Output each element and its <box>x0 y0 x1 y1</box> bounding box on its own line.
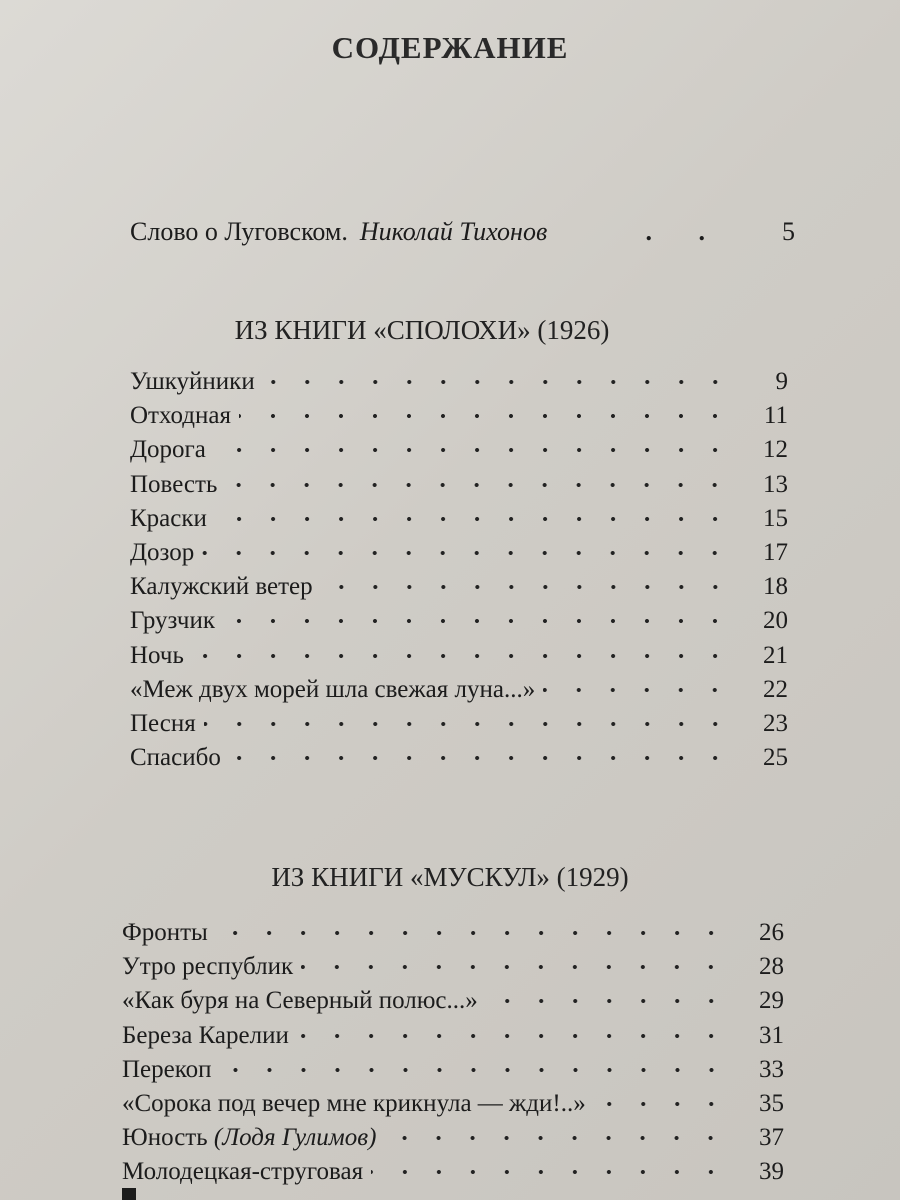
toc-entry-title-text: Дозор <box>130 539 195 567</box>
toc-list-spolokhi <box>130 365 788 775</box>
toc-entry <box>130 468 788 502</box>
toc-entry-page-number: 35 <box>759 1090 784 1118</box>
toc-entry-title <box>122 1158 363 1186</box>
toc-entry-title-text: Отходная <box>130 402 232 430</box>
toc-entry-title <box>130 676 535 704</box>
foreword-leader-dots: . . <box>645 217 725 246</box>
cut-off-text-fragment <box>122 1188 136 1200</box>
toc-entry-title <box>130 402 231 430</box>
toc-entry-page-number: 23 <box>763 709 788 737</box>
leader-dots <box>204 707 740 741</box>
toc-entry-title <box>122 1056 212 1084</box>
toc-entry-title-text: Перекоп <box>122 1055 212 1083</box>
leader-dots <box>216 916 736 950</box>
toc-entry-title <box>122 1022 289 1050</box>
toc-entry-page-number: 13 <box>763 470 788 498</box>
toc-entry-page-number: 21 <box>763 641 788 669</box>
toc-entry-page-number: 31 <box>759 1021 784 1049</box>
toc-entry-title-text: Спасибо <box>130 744 221 772</box>
toc-entry-title-text: «Сорока под вечер мне крикнула — жди!..» <box>122 1090 586 1118</box>
toc-entry-title <box>130 436 206 464</box>
toc-entry-title-text: Фронты <box>122 919 208 947</box>
toc-entry <box>122 1155 784 1189</box>
toc-entry-title <box>122 953 293 981</box>
toc-entry <box>122 984 784 1018</box>
toc-entry-title-italic: (Лодя Гулимов) <box>213 1124 377 1152</box>
toc-entry <box>122 1121 784 1155</box>
toc-entry-title <box>130 642 184 670</box>
leader-dots <box>202 536 740 570</box>
toc-entry-title-text: Дорога <box>130 436 206 464</box>
leader-dots <box>215 502 740 536</box>
toc-entry <box>130 673 788 707</box>
leader-dots <box>486 984 736 1018</box>
toc-entry <box>130 536 788 570</box>
leader-dots <box>239 399 740 433</box>
toc-entry-page-number: 29 <box>759 987 784 1015</box>
toc-entry-page-number: 28 <box>759 953 784 981</box>
section-heading-muskul: ИЗ КНИГИ «МУСКУЛ» (1929) <box>271 862 629 892</box>
leader-dots <box>384 1121 736 1155</box>
toc-entry-title-text: Береза Карелии <box>122 1021 289 1049</box>
toc-entry-title <box>122 1124 376 1152</box>
toc-entry <box>122 950 784 984</box>
toc-entry <box>130 604 788 638</box>
toc-entry-title <box>122 987 478 1015</box>
toc-entry-title-text: Грузчик <box>130 607 216 635</box>
toc-entry-page-number: 20 <box>763 607 788 635</box>
toc-list-muskul <box>122 916 784 1190</box>
leader-dots <box>594 1087 736 1121</box>
toc-entry-title <box>130 710 196 738</box>
leader-dots <box>214 433 740 467</box>
foreword-author: Николай Тихонов <box>359 217 548 246</box>
toc-entry-page-number: 12 <box>763 436 788 464</box>
toc-entry-page-number: 18 <box>763 573 788 601</box>
leader-dots <box>223 604 740 638</box>
toc-entry-page-number: 39 <box>759 1158 784 1186</box>
leader-dots <box>225 468 740 502</box>
toc-entry <box>130 741 788 775</box>
toc-entry-page-number: 26 <box>759 919 784 947</box>
leader-dots <box>263 365 740 399</box>
leader-dots <box>220 1053 736 1087</box>
toc-entry-title <box>130 368 255 396</box>
toc-entry-title-text: «Меж двух морей шла свежая луна...» <box>130 675 536 703</box>
section-heading-spolokhi: ИЗ КНИГИ «СПОЛОХИ» (1926) <box>234 315 610 345</box>
toc-entry <box>130 570 788 604</box>
toc-entry-page-number: 33 <box>759 1055 784 1083</box>
toc-entry <box>130 433 788 467</box>
toc-entry <box>122 1087 784 1121</box>
toc-entry-page-number: 17 <box>763 539 788 567</box>
toc-entry <box>130 502 788 536</box>
toc-entry-page-number: 25 <box>763 744 788 772</box>
toc-entry <box>122 916 784 950</box>
toc-entry-title <box>130 573 313 601</box>
toc-entry-title <box>130 471 217 499</box>
toc-entry-title <box>130 744 221 772</box>
toc-entry-title-text: Юность <box>122 1124 208 1152</box>
foreword-entry <box>130 213 795 251</box>
toc-entry-page-number: 9 <box>775 368 788 396</box>
leader-dots <box>321 570 740 604</box>
toc-entry <box>122 1053 784 1087</box>
toc-entry <box>130 707 788 741</box>
toc-entry-title <box>122 919 208 947</box>
toc-entry-title-text: Утро республик <box>122 953 294 981</box>
toc-entry-title <box>122 1090 586 1118</box>
toc-entry-title-text: Калужский ветер <box>130 573 313 601</box>
leader-dots <box>543 673 740 707</box>
toc-entry <box>122 1019 784 1053</box>
leader-dots <box>301 950 736 984</box>
toc-entry-page-number: 11 <box>763 402 788 430</box>
toc-entry <box>130 365 788 399</box>
toc-entry-title-text: «Как буря на Северный полюс...» <box>122 987 478 1015</box>
foreword-title: Слово о Луговском. <box>130 217 348 246</box>
leader-dots <box>297 1019 736 1053</box>
toc-entry-title-text: Песня <box>130 709 196 737</box>
toc-entry-title-text: Ушкуйники <box>130 368 255 396</box>
leader-dots <box>192 639 740 673</box>
toc-entry-title-text: Повесть <box>130 470 218 498</box>
page-title: СОДЕРЖАНИЕ <box>331 30 569 65</box>
toc-entry-page-number: 37 <box>759 1124 784 1152</box>
toc-entry-page-number: 15 <box>763 504 788 532</box>
toc-entry <box>130 399 788 433</box>
toc-entry-title <box>130 505 207 533</box>
leader-dots <box>229 741 740 775</box>
leader-dots <box>371 1155 736 1189</box>
toc-entry-title-text: Ночь <box>130 641 184 669</box>
foreword-page-number: 5 <box>782 217 795 246</box>
toc-entry-title-text: Краски <box>130 504 207 532</box>
toc-entry-title-text: Молодецкая-струговая <box>122 1158 364 1186</box>
toc-entry <box>130 639 788 673</box>
toc-entry-title <box>130 607 215 635</box>
toc-entry-title <box>130 539 194 567</box>
toc-entry-page-number: 22 <box>763 675 788 703</box>
